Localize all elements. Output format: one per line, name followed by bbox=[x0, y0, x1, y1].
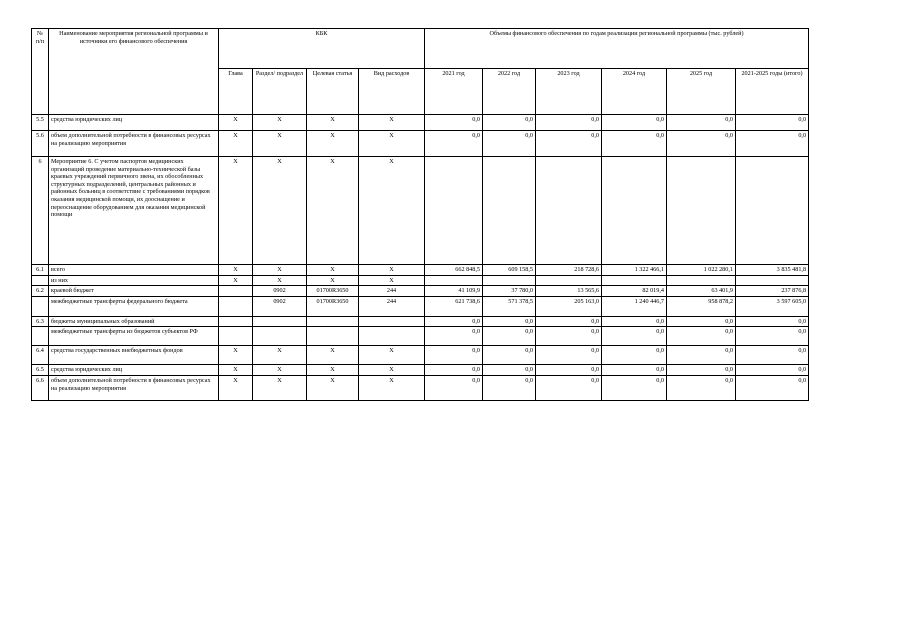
row-number bbox=[32, 296, 49, 316]
row-name: средства юридических лиц bbox=[49, 115, 219, 131]
row-celevaya: X bbox=[307, 346, 359, 365]
row-celevaya: X bbox=[307, 157, 359, 265]
row-vid: X bbox=[359, 375, 425, 400]
row-value: 0,0 bbox=[425, 131, 483, 157]
row-value: 13 565,6 bbox=[536, 286, 602, 297]
table-row bbox=[32, 115, 809, 131]
table-row bbox=[32, 296, 809, 316]
row-value: 0,0 bbox=[425, 365, 483, 376]
row-value: 0,0 bbox=[536, 375, 602, 400]
row-number: 6.4 bbox=[32, 346, 49, 365]
row-celevaya: 01700R3650 bbox=[307, 296, 359, 316]
finance-table bbox=[31, 28, 809, 401]
row-razdel: 0902 bbox=[253, 286, 307, 297]
row-number: 6.5 bbox=[32, 365, 49, 376]
row-glava: X bbox=[219, 157, 253, 265]
row-value: 662 848,5 bbox=[425, 265, 483, 276]
row-value bbox=[667, 275, 736, 286]
row-celevaya: X bbox=[307, 115, 359, 131]
row-glava: X bbox=[219, 365, 253, 376]
table-row bbox=[32, 316, 809, 327]
row-value bbox=[483, 157, 536, 265]
header-year: 2022 год bbox=[483, 69, 536, 115]
row-value: 1 022 280,1 bbox=[667, 265, 736, 276]
row-value: 0,0 bbox=[602, 316, 667, 327]
row-value: 571 378,5 bbox=[483, 296, 536, 316]
row-glava bbox=[219, 296, 253, 316]
row-value: 3 597 605,0 bbox=[736, 296, 809, 316]
row-value bbox=[736, 275, 809, 286]
row-vid: X bbox=[359, 115, 425, 131]
row-vid bbox=[359, 316, 425, 327]
row-razdel: 0902 bbox=[253, 296, 307, 316]
header-year: 2023 год bbox=[536, 69, 602, 115]
row-name: объем дополнительной потребности в финансовых ресурсах на реализацию мероприятия bbox=[49, 375, 219, 400]
row-value: 0,0 bbox=[536, 115, 602, 131]
row-value bbox=[536, 157, 602, 265]
row-razdel: X bbox=[253, 131, 307, 157]
row-value: 0,0 bbox=[425, 327, 483, 346]
row-value bbox=[667, 157, 736, 265]
row-value: 0,0 bbox=[667, 131, 736, 157]
row-vid: X bbox=[359, 131, 425, 157]
row-value: 0,0 bbox=[536, 327, 602, 346]
table-row bbox=[32, 275, 809, 286]
row-razdel: X bbox=[253, 375, 307, 400]
table-body bbox=[32, 115, 809, 401]
header-year: 2024 год bbox=[602, 69, 667, 115]
header-vid: Вид расходов bbox=[359, 69, 425, 115]
row-name: межбюджетные трансферты из бюджетов субъектов РФ bbox=[49, 327, 219, 346]
row-value: 0,0 bbox=[736, 115, 809, 131]
table-row bbox=[32, 265, 809, 276]
row-glava bbox=[219, 316, 253, 327]
row-value: 1 240 446,7 bbox=[602, 296, 667, 316]
row-number: 6.1 bbox=[32, 265, 49, 276]
row-razdel: X bbox=[253, 265, 307, 276]
row-vid: X bbox=[359, 157, 425, 265]
row-glava: X bbox=[219, 265, 253, 276]
row-number: 6 bbox=[32, 157, 49, 265]
row-value: 0,0 bbox=[667, 316, 736, 327]
row-value: 0,0 bbox=[736, 131, 809, 157]
row-razdel: X bbox=[253, 346, 307, 365]
row-value: 0,0 bbox=[667, 375, 736, 400]
row-value: 0,0 bbox=[425, 115, 483, 131]
row-name: средства государственных внебюджетных фондов bbox=[49, 346, 219, 365]
row-value: 621 738,6 bbox=[425, 296, 483, 316]
row-razdel: X bbox=[253, 275, 307, 286]
row-value: 0,0 bbox=[736, 327, 809, 346]
row-value: 0,0 bbox=[536, 131, 602, 157]
row-value: 0,0 bbox=[667, 346, 736, 365]
table-row bbox=[32, 131, 809, 157]
header-glava: Глава bbox=[219, 69, 253, 115]
row-value bbox=[483, 275, 536, 286]
row-celevaya: 01700R3650 bbox=[307, 286, 359, 297]
row-value bbox=[602, 275, 667, 286]
header-razdel: Раздел/ подраздел bbox=[253, 69, 307, 115]
row-vid bbox=[359, 327, 425, 346]
row-value: 0,0 bbox=[736, 365, 809, 376]
header-num: № п/п bbox=[32, 29, 49, 115]
row-value: 0,0 bbox=[425, 346, 483, 365]
row-name: средства юридических лиц bbox=[49, 365, 219, 376]
row-value: 0,0 bbox=[536, 316, 602, 327]
row-name: из них bbox=[49, 275, 219, 286]
row-name: краевой бюджет bbox=[49, 286, 219, 297]
header-celevaya: Целевая статья bbox=[307, 69, 359, 115]
row-razdel bbox=[253, 316, 307, 327]
row-value: 63 401,9 bbox=[667, 286, 736, 297]
row-vid: X bbox=[359, 365, 425, 376]
row-value: 0,0 bbox=[667, 365, 736, 376]
row-glava bbox=[219, 327, 253, 346]
row-value: 0,0 bbox=[602, 365, 667, 376]
row-value: 0,0 bbox=[602, 375, 667, 400]
header-kbk: КБК bbox=[219, 29, 425, 69]
row-name: объем дополнительной потребности в финансовых ресурсах на реализацию мероприятия bbox=[49, 131, 219, 157]
row-value: 0,0 bbox=[736, 346, 809, 365]
row-value: 0,0 bbox=[483, 327, 536, 346]
row-razdel: X bbox=[253, 157, 307, 265]
row-value: 237 876,8 bbox=[736, 286, 809, 297]
row-value: 958 878,2 bbox=[667, 296, 736, 316]
table-row bbox=[32, 327, 809, 346]
row-number: 6.6 bbox=[32, 375, 49, 400]
header-name: Наименование мероприятия региональной программы и источники его финансового обеспечения bbox=[49, 29, 219, 115]
row-celevaya: X bbox=[307, 375, 359, 400]
header-year: 2021 год bbox=[425, 69, 483, 115]
row-value bbox=[602, 157, 667, 265]
row-value: 3 835 481,8 bbox=[736, 265, 809, 276]
row-value: 205 163,0 bbox=[536, 296, 602, 316]
row-name: бюджеты муниципальных образований bbox=[49, 316, 219, 327]
row-number: 6.2 bbox=[32, 286, 49, 297]
row-glava: X bbox=[219, 346, 253, 365]
row-value: 0,0 bbox=[483, 375, 536, 400]
header-finance: Объемы финансового обеспечения по годам реализации региональной программы (тыс. рублей) bbox=[425, 29, 809, 69]
row-number bbox=[32, 327, 49, 346]
row-value: 82 019,4 bbox=[602, 286, 667, 297]
row-value: 0,0 bbox=[602, 115, 667, 131]
row-razdel: X bbox=[253, 365, 307, 376]
row-value: 0,0 bbox=[536, 365, 602, 376]
row-value: 0,0 bbox=[483, 115, 536, 131]
row-value: 0,0 bbox=[425, 375, 483, 400]
row-value: 1 322 466,1 bbox=[602, 265, 667, 276]
row-value: 0,0 bbox=[483, 346, 536, 365]
row-glava: X bbox=[219, 131, 253, 157]
row-celevaya: X bbox=[307, 275, 359, 286]
row-value bbox=[736, 157, 809, 265]
row-glava: X bbox=[219, 275, 253, 286]
row-value: 0,0 bbox=[667, 115, 736, 131]
row-celevaya: X bbox=[307, 131, 359, 157]
row-value: 37 780,0 bbox=[483, 286, 536, 297]
row-value: 218 728,6 bbox=[536, 265, 602, 276]
row-value bbox=[425, 275, 483, 286]
row-value: 0,0 bbox=[483, 365, 536, 376]
row-number: 6.3 bbox=[32, 316, 49, 327]
row-name: всего bbox=[49, 265, 219, 276]
row-celevaya: X bbox=[307, 265, 359, 276]
row-vid: 244 bbox=[359, 286, 425, 297]
table-row bbox=[32, 346, 809, 365]
row-value: 0,0 bbox=[536, 346, 602, 365]
row-number: 5.5 bbox=[32, 115, 49, 131]
row-value bbox=[536, 275, 602, 286]
row-value: 0,0 bbox=[425, 316, 483, 327]
row-vid: X bbox=[359, 265, 425, 276]
row-value: 0,0 bbox=[736, 375, 809, 400]
row-glava: X bbox=[219, 115, 253, 131]
row-glava: X bbox=[219, 375, 253, 400]
row-value: 41 109,9 bbox=[425, 286, 483, 297]
row-value: 0,0 bbox=[736, 316, 809, 327]
row-vid: 244 bbox=[359, 296, 425, 316]
row-celevaya: X bbox=[307, 365, 359, 376]
row-number bbox=[32, 275, 49, 286]
row-value: 0,0 bbox=[667, 327, 736, 346]
row-value bbox=[425, 157, 483, 265]
row-value: 0,0 bbox=[602, 131, 667, 157]
header-year: 2025 год bbox=[667, 69, 736, 115]
row-value: 609 158,5 bbox=[483, 265, 536, 276]
row-value: 0,0 bbox=[483, 316, 536, 327]
header-year-total: 2021-2025 годы (итого) bbox=[736, 69, 809, 115]
row-name: Мероприятие 6. С учетом паспортов медицинских организаций проведение материально-технической базы краевых учреждений первичного звена, их обособленных структурных подразделений, центральных районных и районных больниц в соответствие с требованиями порядков оказания медицинской помощи, их дооснащение и переоснащение оборудованием для оказания медицинской помощи bbox=[49, 157, 219, 265]
row-glava bbox=[219, 286, 253, 297]
row-vid: X bbox=[359, 275, 425, 286]
table-row bbox=[32, 286, 809, 297]
table-row bbox=[32, 365, 809, 376]
row-vid: X bbox=[359, 346, 425, 365]
row-value: 0,0 bbox=[483, 131, 536, 157]
row-razdel bbox=[253, 327, 307, 346]
row-razdel: X bbox=[253, 115, 307, 131]
table-row bbox=[32, 157, 809, 265]
row-value: 0,0 bbox=[602, 346, 667, 365]
row-number: 5.6 bbox=[32, 131, 49, 157]
row-celevaya bbox=[307, 327, 359, 346]
table-row bbox=[32, 375, 809, 400]
row-celevaya bbox=[307, 316, 359, 327]
row-value: 0,0 bbox=[602, 327, 667, 346]
row-name: межбюджетные трансферты федерального бюджета bbox=[49, 296, 219, 316]
